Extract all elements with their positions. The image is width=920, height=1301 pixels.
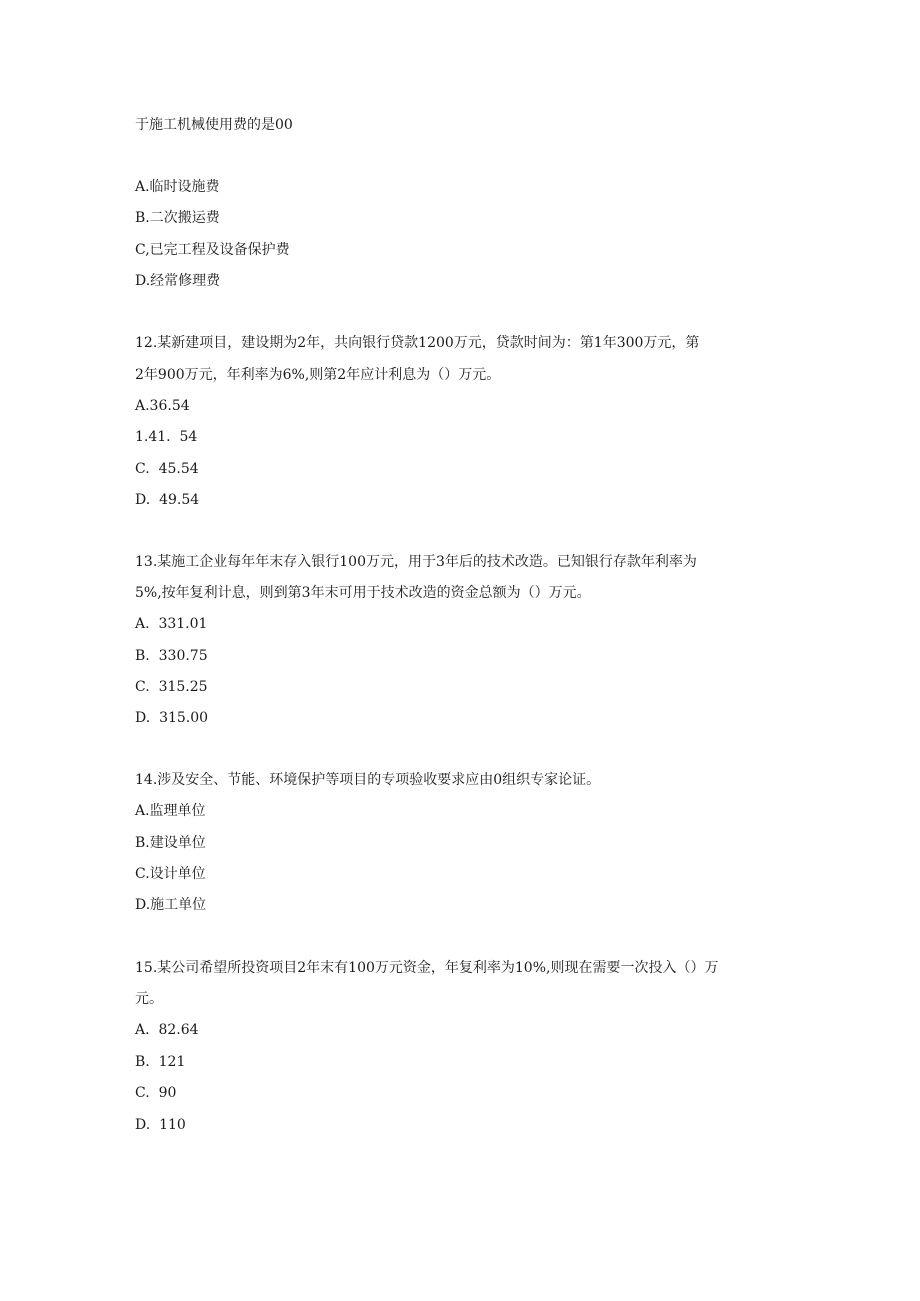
option-c: C,已完工程及设备保护费 [135,242,290,258]
question-15-stem-line2: 元。 [135,991,163,1007]
question-14-option-d: D.施工单位 [135,897,207,913]
question-12-option-b: 1.41. 54 [135,429,198,445]
question-12-option-a: A.36.54 [135,398,190,414]
question-stem: 于施工机械使用费的是00 [135,117,293,133]
question-12-stem-line2: 2年900万元，年利率为6%,则第2年应计利息为（）万元。 [135,367,501,383]
option-d: D.经常修理费 [135,273,221,289]
question-15-option-a: A. 82.64 [135,1022,199,1038]
question-13-option-c: C. 315.25 [135,679,208,695]
question-15-option-b: B. 121 [135,1054,186,1070]
question-15-option-c: C. 90 [135,1085,177,1101]
question-12-stem-line1: 12.某新建项目，建设期为2年，共向银行贷款1200万元，贷款时间为：第1年300万元，第 [135,335,700,351]
option-a: A.临时设施费 [135,179,220,195]
question-14-option-a: A.监理单位 [135,803,206,819]
question-13-option-b: B. 330.75 [135,648,208,664]
question-14-option-c: C.设计单位 [135,866,206,882]
question-12-option-d: D. 49.54 [135,492,200,508]
question-15-option-d: D. 110 [135,1117,186,1133]
question-13-option-d: D. 315.00 [135,710,209,726]
question-14-option-b: B.建设单位 [135,835,206,851]
question-13-option-a: A. 331.01 [135,616,208,632]
question-13-stem-line2: 5%,按年复利计息，则到第3年末可用于技术改造的资金总额为（）万元。 [135,585,591,601]
question-15-stem-line1: 15.某公司希望所投资项目2年末有100万元资金，年复利率为10%,则现在需要一次投入（）万 [135,960,719,976]
question-14-stem: 14.涉及安全、节能、环境保护等项目的专项验收要求应由0组织专家论证。 [135,772,601,788]
question-12-option-c: C. 45.54 [135,461,199,477]
question-13-stem-line1: 13.某施工企业每年年末存入银行100万元，用于3年后的技术改造。已知银行存款年利率为 [135,554,697,570]
option-b: B.二次搬运费 [135,210,220,226]
